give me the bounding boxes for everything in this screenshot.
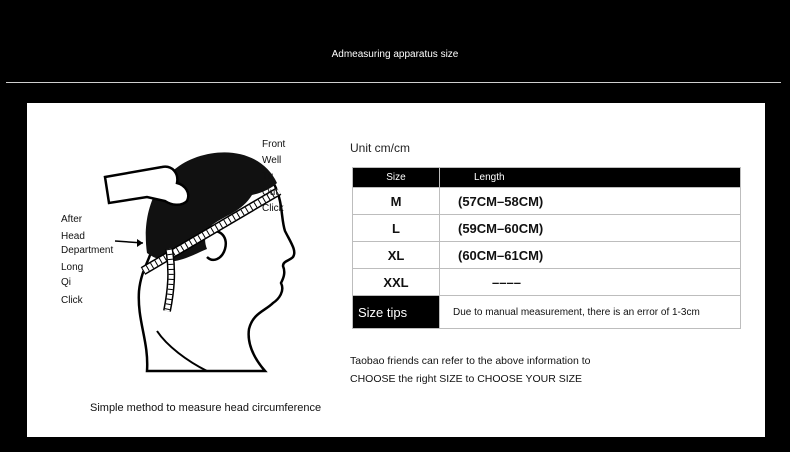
table-row (353, 242, 741, 269)
illustration-caption: Simple method to measure head circumference (90, 402, 322, 414)
length-cell: (57CM–58CM) (440, 188, 741, 215)
table-row (353, 188, 741, 215)
length-cell: (60CM–61CM) (440, 242, 741, 269)
size-tips-row (353, 296, 741, 329)
label-well: Well (262, 155, 282, 166)
hand (105, 167, 188, 205)
label-click-left: Click (61, 295, 83, 306)
table-row (353, 269, 741, 296)
label-click-right: Click (262, 203, 284, 214)
size-tips-label: Size tips (353, 296, 440, 329)
note-line-1: Taobao friends can refer to the above information to (350, 355, 591, 367)
size-cell: XXL (353, 269, 440, 296)
label-qi: Qi (61, 277, 71, 288)
content-panel (27, 103, 765, 437)
size-table (352, 167, 741, 329)
label-department: Department (61, 245, 114, 256)
size-cell: XL (353, 242, 440, 269)
length-cell: –––– (440, 269, 741, 296)
size-cell: M (353, 188, 440, 215)
table-header-row (353, 168, 741, 188)
label-long: Long (61, 262, 84, 273)
table-row (353, 215, 741, 242)
unit-label: Unit cm/cm (350, 141, 410, 155)
note-line-2: CHOOSE the right SIZE to CHOOSE YOUR SIZE (350, 373, 583, 385)
header-length: Length (440, 168, 741, 188)
header-size: Size (353, 168, 440, 188)
page-title: Admeasuring apparatus size (331, 49, 459, 60)
size-cell: L (353, 215, 440, 242)
divider (6, 82, 781, 83)
label-tu: Tu (262, 171, 274, 182)
label-out: Out (262, 187, 279, 198)
label-front: Front (262, 139, 286, 150)
length-cell: (59CM–60CM) (440, 215, 741, 242)
label-after: After (61, 214, 83, 225)
size-tips-text: Due to manual measurement, there is an error of 1-3cm (440, 296, 741, 329)
label-head: Head (61, 231, 85, 242)
